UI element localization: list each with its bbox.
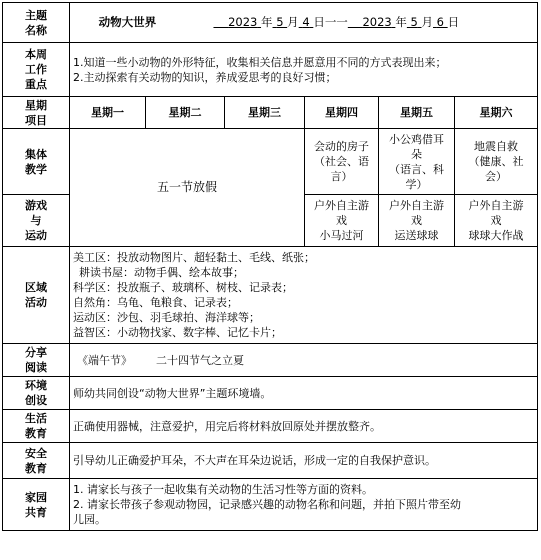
reading-content — [70, 344, 538, 377]
games-label: 游戏 与 运动 — [3, 195, 70, 247]
area-item: 运动区：沙包、羽毛球拍、海洋球等； — [73, 311, 260, 324]
focus-label: 本周 工作 重点 — [3, 43, 70, 97]
thursday-lesson: 会动的房子 （社会、语 言） — [305, 129, 379, 195]
area-item: 自然角：乌龟、龟粮食、记录表； — [73, 296, 238, 309]
environment-content: 师幼共同创设“动物大世界”主题环境墙。 — [70, 377, 538, 410]
focus-item: 1.知道一些小动物的外形特征，收集相关信息并愿意用不同的方式表现出来； — [73, 55, 447, 69]
life-row — [3, 410, 538, 443]
friday-game: 户外自主游 戏 运送球球 — [379, 195, 455, 247]
saturday-lesson: 地震自救 （健康、社 会） — [455, 129, 538, 195]
holiday-cell: 五一节放假 — [70, 129, 305, 247]
days-row — [3, 97, 538, 129]
safety-content: 引导幼儿正确爱护耳朵，不大声在耳朵边说话，形成一定的自我保护意识。 — [70, 443, 538, 479]
day-tuesday: 星期二 — [146, 97, 225, 129]
theme-content — [70, 3, 538, 43]
day-friday: 星期五 — [379, 97, 455, 129]
life-content: 正确使用器械，注意爱护，用完后将材料放回原处并摆放整齐。 — [70, 410, 538, 443]
environment-label: 环境 创设 — [3, 377, 70, 410]
home-row — [3, 479, 538, 531]
day-saturday: 星期六 — [455, 97, 538, 129]
focus-content — [70, 43, 538, 97]
safety-row — [3, 443, 538, 479]
group-teaching-label: 集体 教学 — [3, 129, 70, 195]
home-item: 2. 请家长带孩子参观动物园，记录感兴趣的动物名称和问题，并拍下照片带至幼 — [73, 498, 461, 511]
area-item: 科学区：投放瓶子、玻璃杯、树枝、记录表； — [73, 281, 293, 294]
focus-row — [3, 43, 538, 97]
theme-row — [3, 3, 538, 43]
reading-book: 二十四节气之立夏 — [156, 353, 244, 367]
day-thursday: 星期四 — [305, 97, 379, 129]
days-label: 星期 项目 — [3, 97, 70, 129]
saturday-game: 户外自主游 戏 球球大作战 — [455, 195, 538, 247]
areas-label: 区域 活动 — [3, 247, 70, 344]
theme-label: 主题 名称 — [3, 3, 70, 43]
group-teaching-row — [3, 129, 538, 195]
areas-row — [3, 247, 538, 344]
home-item: 1. 请家长与孩子一起收集有关动物的生活习性等方面的资料。 — [73, 483, 373, 496]
environment-row — [3, 377, 538, 410]
home-label: 家园 共育 — [3, 479, 70, 531]
weekly-plan-table — [2, 2, 538, 531]
thursday-game: 户外自主游 戏 小马过河 — [305, 195, 379, 247]
theme-name: 动物大世界 — [98, 15, 157, 29]
day-monday: 星期一 — [70, 97, 146, 129]
area-item: 耕读书屋：动物手偶、绘本故事； — [79, 266, 244, 279]
focus-item: 2.主动探索有关动物的知识，养成爱思考的良好习惯； — [73, 70, 337, 84]
area-item: 美工区：投放动物图片、超轻黏土、毛线、纸张； — [73, 251, 315, 264]
date-range: 2023 年 5 月 4 日一一 2023 年 5 月 6 日 — [228, 15, 460, 29]
reading-row — [3, 344, 538, 377]
reading-book: 《端午节》 — [77, 353, 132, 367]
day-wednesday: 星期三 — [225, 97, 305, 129]
safety-label: 安全 教育 — [3, 443, 70, 479]
reading-label: 分享 阅读 — [3, 344, 70, 377]
area-item: 益智区：小动物找家、数字棒、记忆卡片； — [73, 326, 282, 339]
home-content — [70, 479, 538, 531]
friday-lesson: 小公鸡借耳 朵 （语言、科 学） — [379, 129, 455, 195]
areas-content — [70, 247, 538, 344]
life-label: 生活 教育 — [3, 410, 70, 443]
home-item: 儿园。 — [73, 513, 106, 526]
